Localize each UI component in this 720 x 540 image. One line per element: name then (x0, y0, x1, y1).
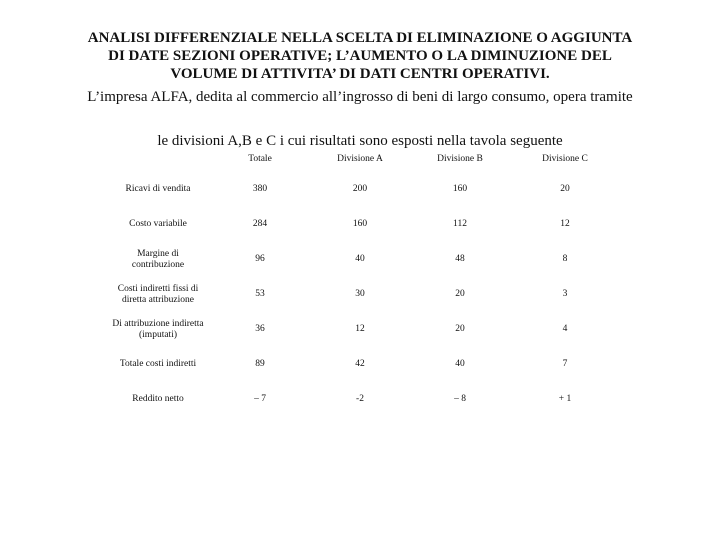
table-row (110, 242, 620, 277)
page-title (40, 29, 680, 83)
cell-divisione-a: 160 (352, 219, 368, 229)
cell-totale: 96 (255, 254, 265, 264)
cell-divisione-b: – 8 (454, 394, 466, 404)
results-table (110, 154, 620, 417)
row-label: Ricavi di vendita (125, 184, 191, 194)
cell-totale: 284 (252, 219, 268, 229)
cell-divisione-c: 8 (562, 254, 568, 264)
cell-divisione-a: 42 (355, 359, 365, 369)
cell-divisione-a: 12 (355, 324, 365, 334)
cell-divisione-b: 20 (455, 289, 465, 299)
row-label: Totale costi indiretti (119, 359, 197, 369)
header-cell-divisione-a: Divisione A (337, 154, 383, 164)
cell-divisione-b: 40 (455, 359, 465, 369)
row-label: Reddito netto (132, 394, 184, 404)
cell-divisione-b: 160 (452, 184, 468, 194)
title-line-2: DI DATE SEZIONI OPERATIVE; L’AUMENTO O LA DIMINUZIONE DEL (108, 48, 612, 64)
cell-totale: – 7 (254, 394, 266, 404)
table-row (110, 312, 620, 347)
cell-divisione-a: -2 (356, 394, 364, 404)
cell-divisione-a: 200 (352, 184, 368, 194)
cell-divisione-c: 3 (562, 289, 568, 299)
row-label: Margine di contribuzione (131, 248, 185, 270)
cell-divisione-c: 12 (560, 219, 570, 229)
table-row (110, 172, 620, 207)
header-cell-divisione-c: Divisione C (542, 154, 588, 164)
table-header-row (110, 154, 620, 172)
cell-divisione-b: 20 (455, 324, 465, 334)
row-label: Di attribuzione indiretta (imputati) (112, 318, 204, 340)
row-label: Costo variabile (129, 219, 187, 229)
table-row (110, 207, 620, 242)
row-label: Costi indiretti fissi di diretta attribuzione (117, 283, 199, 305)
cell-divisione-c: 20 (560, 184, 570, 194)
cell-totale: 380 (252, 184, 268, 194)
cell-divisione-b: 112 (453, 219, 467, 229)
title-line-3: VOLUME DI ATTIVITA’ DI DATI CENTRI OPERATIVI. (170, 66, 550, 82)
header-cell-empty (110, 154, 210, 172)
table-row (110, 382, 620, 417)
cell-totale: 53 (255, 289, 265, 299)
intro-text-line-2: le divisioni A,B e C i cui risultati sono esposti nella tavola seguente (157, 133, 563, 149)
table-row (110, 347, 620, 382)
header-cell-divisione-b: Divisione B (437, 154, 483, 164)
cell-totale: 36 (255, 324, 265, 334)
cell-totale: 89 (255, 359, 265, 369)
intro-text-line-1: L’impresa ALFA, dedita al commercio all’ingrosso di beni di largo consumo, opera tramite (87, 89, 633, 105)
cell-divisione-a: 40 (355, 254, 365, 264)
cell-divisione-c: 4 (562, 324, 568, 334)
table-row (110, 277, 620, 312)
cell-divisione-a: 30 (355, 289, 365, 299)
header-cell-totale: Totale (248, 154, 272, 164)
cell-divisione-c: 7 (562, 359, 568, 369)
cell-divisione-c: + 1 (558, 394, 572, 404)
cell-divisione-b: 48 (455, 254, 465, 264)
title-line-1: ANALISI DIFFERENZIALE NELLA SCELTA DI ELIMINAZIONE O AGGIUNTA (87, 30, 633, 46)
